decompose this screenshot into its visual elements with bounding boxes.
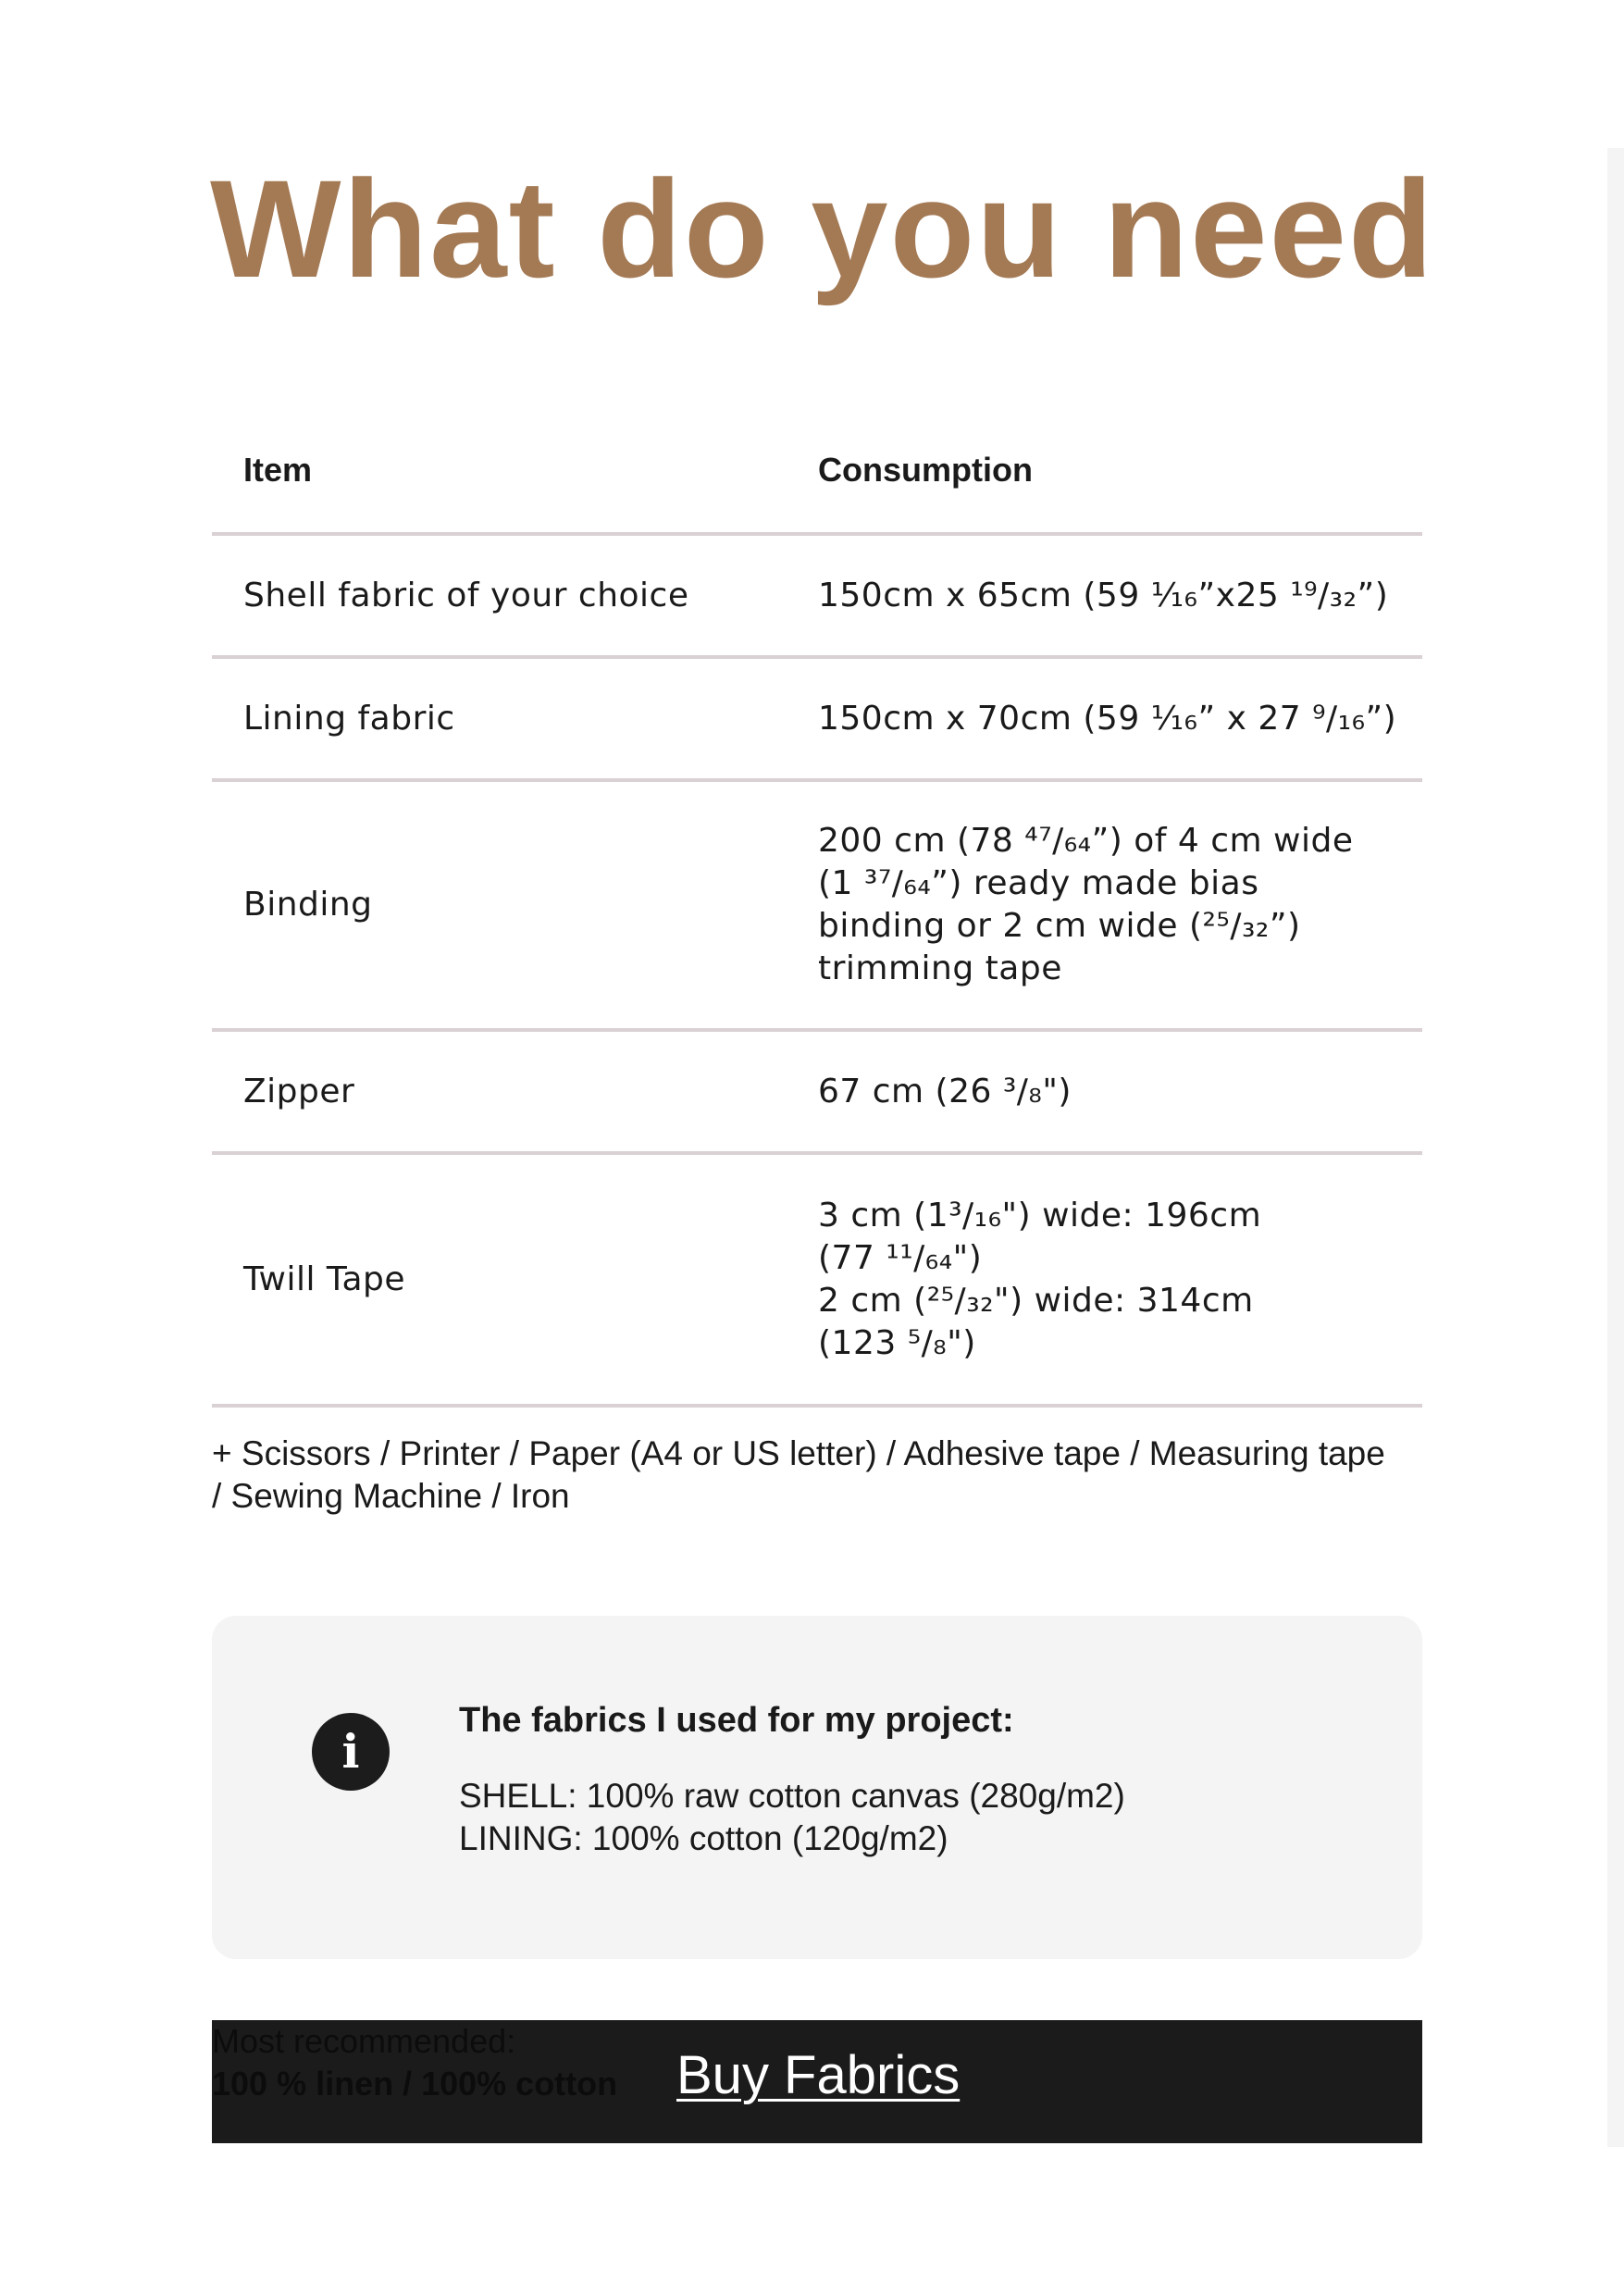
buy-fabrics-bar bbox=[212, 2020, 1422, 2143]
table-header-row bbox=[212, 407, 1422, 536]
table-row bbox=[212, 659, 1422, 782]
header-item: Item bbox=[243, 450, 313, 489]
header-consumption: Consumption bbox=[818, 450, 1033, 489]
consumption-line: binding or 2 cm wide (²⁵/₃₂”) bbox=[818, 907, 1301, 945]
consumption-line: 67 cm (26 ³/₈") bbox=[818, 1072, 1072, 1110]
info-icon: i bbox=[312, 1713, 390, 1791]
materials-table bbox=[212, 407, 1422, 1408]
consumption-line: 150cm x 65cm (59 ⅟₁₆”x25 ¹⁹/₃₂”) bbox=[818, 576, 1389, 614]
row-consumption bbox=[818, 1071, 1422, 1113]
page-edge-strip bbox=[1607, 148, 1624, 2147]
consumption-line: 2 cm (²⁵/₃₂") wide: 314cm bbox=[818, 1281, 1254, 1320]
info-lining: LINING: 100% cotton (120g/m2) bbox=[459, 1819, 948, 1857]
row-consumption bbox=[818, 698, 1422, 740]
recommend-value: 100 % linen / 100% cotton bbox=[212, 2065, 618, 2103]
fabric-info-box bbox=[212, 1616, 1422, 1959]
recommend-label: Most recommended: bbox=[212, 2022, 516, 2060]
row-consumption bbox=[818, 820, 1422, 990]
consumption-line: (77 ¹¹/₆₄") bbox=[818, 1238, 983, 1277]
table-row bbox=[212, 1032, 1422, 1155]
page-title: What do you need bbox=[210, 151, 1435, 306]
consumption-line: 3 cm (1³/₁₆") wide: 196cm bbox=[818, 1196, 1262, 1234]
info-shell: SHELL: 100% raw cotton canvas (280g/m2) bbox=[459, 1777, 1125, 1815]
row-item: Zipper bbox=[243, 1072, 355, 1110]
table-row bbox=[212, 1155, 1422, 1408]
tools-line: + Scissors / Printer / Paper (A4 or US letter) / Adhesive tape / Measuring tape bbox=[212, 1434, 1385, 1472]
consumption-line: 200 cm (78 ⁴⁷/₆₄”) of 4 cm wide bbox=[818, 822, 1354, 860]
recommendation bbox=[212, 2020, 617, 2105]
row-item: Lining fabric bbox=[243, 699, 455, 738]
tools-list bbox=[212, 1433, 1433, 1518]
row-consumption bbox=[818, 575, 1422, 617]
info-details bbox=[459, 1775, 1125, 1860]
consumption-line: (123 ⁵/₈") bbox=[818, 1323, 976, 1362]
tools-line: / Sewing Machine / Iron bbox=[212, 1477, 570, 1515]
row-consumption bbox=[818, 1195, 1422, 1365]
consumption-line: 150cm x 70cm (59 ⅟₁₆” x 27 ⁹/₁₆”) bbox=[818, 699, 1397, 738]
buy-fabrics-link[interactable]: Buy Fabrics bbox=[676, 2045, 961, 2105]
consumption-line: trimming tape bbox=[818, 949, 1062, 987]
table-row bbox=[212, 782, 1422, 1032]
info-heading: The fabrics I used for my project: bbox=[459, 1701, 1014, 1740]
table-row bbox=[212, 536, 1422, 659]
row-item: Shell fabric of your choice bbox=[243, 576, 689, 614]
consumption-line: (1 ³⁷/₆₄”) ready made bias bbox=[818, 864, 1259, 902]
row-item: Twill Tape bbox=[243, 1259, 406, 1298]
row-item: Binding bbox=[243, 886, 373, 924]
